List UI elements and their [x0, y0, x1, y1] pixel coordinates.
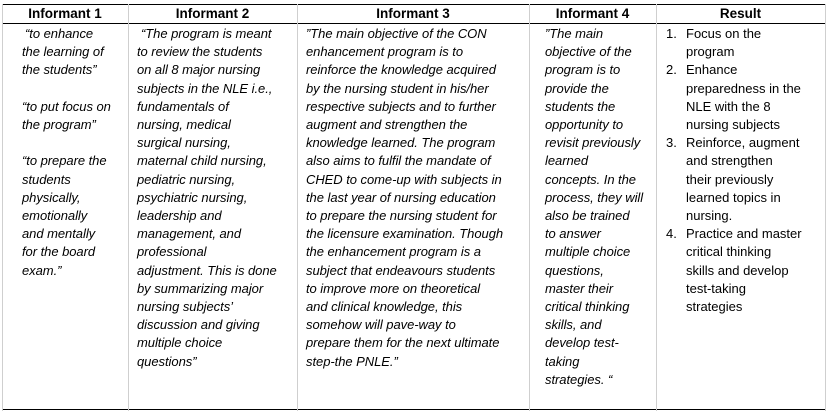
result-item-line: Enhance [686, 62, 738, 78]
informant-2-line: management, and [137, 226, 242, 242]
informant-2-line: surgical nursing, [137, 135, 231, 151]
informant-1-line: “to enhance [25, 26, 94, 41]
informant-1-line: the program” [22, 117, 96, 132]
informant-4-line: critical thinking [545, 299, 630, 315]
result-item-number: 1. [666, 26, 677, 41]
informant-2-line: fundamentals of [137, 98, 229, 114]
result-item-line: preparedness in the [686, 80, 801, 96]
header-informant-2: Informant 2 [175, 6, 250, 21]
informant-2-line: discussion and giving [137, 317, 260, 333]
informant-3-line: by the nursing student in his/her [306, 80, 489, 96]
informant-3-cell [306, 25, 527, 371]
informant-2-line: by summarizing major [137, 280, 264, 296]
result-item [666, 25, 826, 61]
result-item-number: 2. [666, 62, 677, 78]
informant-4-line: program is to [545, 62, 621, 78]
informant-4-line: concepts. In the [545, 171, 636, 187]
result-item-line: learned topics in [686, 189, 781, 205]
result-item [666, 225, 826, 316]
informant-4-line: provide the [545, 80, 609, 96]
result-item [666, 134, 826, 225]
header-result: Result [719, 6, 762, 21]
informant-3-line: the licensure examination. Though [306, 226, 504, 242]
informant-3-line: augment and strengthen the [306, 117, 468, 133]
informant-3-line: ”The main objective of the CON [306, 26, 487, 41]
result-list [666, 25, 826, 316]
informant-3-line: reinforce the knowledge acquired [306, 62, 496, 78]
informant-4-line: learned [545, 153, 589, 169]
informant-2-line: subjects in the NLE i.e., [137, 80, 273, 96]
informant-3-line: enhancement program is to [306, 44, 464, 60]
column-divider [128, 4, 129, 411]
header-informant-3: Informant 3 [376, 6, 450, 21]
column-divider [529, 4, 530, 411]
result-item-line: strategies [686, 299, 743, 315]
result-item-line: and strengthen [686, 153, 773, 169]
informant-3-line: respective subjects and to further [306, 98, 496, 114]
informant-4-line: process, they will [545, 189, 644, 205]
informant-1-line: emotionally [22, 208, 88, 223]
result-item-line: Practice and master [686, 226, 802, 242]
informant-4-line: taking [545, 353, 580, 369]
informant-1-line: “to prepare the [22, 153, 107, 169]
column-divider [656, 4, 657, 411]
informant-4-line: objective of the [545, 44, 632, 60]
result-item-number: 4. [666, 226, 677, 242]
informant-3-line: CHED to come-up with subjects in [306, 171, 502, 187]
informant-2-line: adjustment. This is done [137, 262, 277, 278]
informant-2-line: “The program is meant [141, 26, 272, 41]
informant-4-line: strategies. “ [545, 371, 613, 387]
informant-3-line: step-the PNLE.” [306, 353, 398, 369]
result-item-line: nursing. [686, 208, 733, 224]
informant-4-line: questions, [545, 262, 604, 278]
informant-3-line: also aims to fulfil the mandate of [306, 153, 491, 169]
informant-4-line: revisit previously [545, 135, 641, 151]
result-item-line: nursing subjects [686, 117, 780, 133]
table-bottom-rule [2, 409, 826, 410]
informant-1-line: exam.” [22, 262, 62, 278]
header-bottom-rule [2, 23, 826, 24]
informant-3-line: prepare them for the next ultimate [306, 335, 500, 351]
informant-3-line: knowledge learned. The program [306, 135, 496, 151]
informant-1-line: “to put focus on [22, 98, 111, 114]
column-divider [2, 4, 3, 411]
informant-3-line: the last year of nursing education [306, 189, 496, 205]
informant-3-line: subject that endeavours students [306, 262, 496, 278]
result-item-line: their previously [686, 171, 774, 187]
result-item-line: Focus on the [686, 26, 762, 41]
result-item-line: critical thinking [686, 244, 772, 260]
informant-4-line: also be trained [545, 208, 630, 224]
informant-4-line: skills, and [545, 317, 602, 333]
informant-2-line: leadership and [137, 208, 222, 224]
informant-3-line: to improve more on theoretical [306, 280, 481, 296]
header-informant-4: Informant 4 [555, 6, 630, 21]
informant-4-cell [545, 25, 654, 389]
column-divider [297, 4, 298, 411]
informant-4-line: develop test- [545, 335, 619, 351]
header-informant-1: Informant 1 [28, 6, 102, 21]
informant-1-line: for the board [22, 244, 96, 260]
informant-2-line: maternal child nursing, [137, 153, 267, 169]
informant-4-line: master their [545, 280, 614, 296]
informant-4-line: students the [545, 98, 616, 114]
informant-1-line: the learning of [22, 44, 104, 60]
informant-2-line: to review the students [137, 44, 263, 60]
informant-3-line: somehow will pave-way to [306, 317, 456, 333]
informant-4-line: ”The main [545, 26, 604, 41]
informant-2-line: multiple choice [137, 335, 223, 351]
result-item-number: 3. [666, 135, 677, 151]
informant-2-line: on all 8 major nursing [137, 62, 261, 78]
informant-2-line: professional [137, 244, 207, 260]
informant-2-line: pediatric nursing, [137, 171, 236, 187]
informant-1-line: and mentally [22, 226, 96, 242]
informant-4-line: multiple choice [545, 244, 631, 260]
informant-1-line: physically, [22, 189, 81, 205]
result-item [666, 61, 826, 134]
informant-3-line: to prepare the nursing student for [306, 208, 497, 224]
informant-2-line: nursing subjects’ [137, 299, 233, 315]
informant-3-line: the enhancement program is a [306, 244, 481, 260]
informant-2-line: psychiatric nursing, [137, 189, 248, 205]
result-item-line: program [686, 44, 735, 60]
result-item-line: test-taking [686, 280, 746, 296]
informant-4-line: opportunity to [545, 117, 624, 133]
informant-2-line: nursing, medical [137, 117, 231, 133]
informant-2-cell [137, 25, 295, 371]
result-item-line: NLE with the 8 [686, 98, 771, 114]
informant-2-line: questions” [137, 353, 197, 369]
result-item-line: Reinforce, augment [686, 135, 800, 151]
informant-4-line: to answer [545, 226, 601, 242]
informant-3-line: and clinical knowledge, this [306, 299, 463, 315]
informant-1-line: students [22, 171, 71, 187]
informant-1-cell [22, 25, 126, 280]
informant-1-line: the students” [22, 62, 97, 78]
result-item-line: skills and develop [686, 262, 789, 278]
